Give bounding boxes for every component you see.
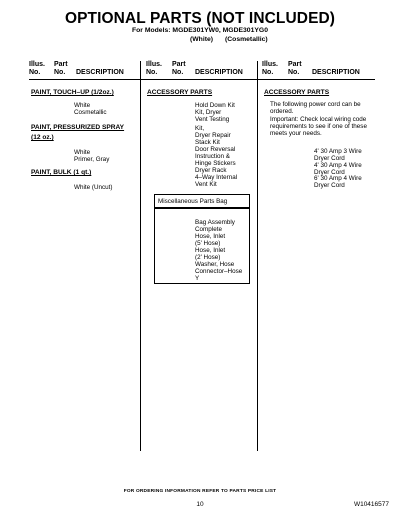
ordering-info: FOR ORDERING INFORMATION REFER TO PARTS PRICE LIST bbox=[123, 489, 277, 494]
col1-header-part: Part No. bbox=[54, 61, 68, 76]
page-title: OPTIONAL PARTS (NOT INCLUDED) bbox=[64, 10, 336, 27]
col1-header-illus: Illus. No. bbox=[29, 61, 45, 76]
misc-parts-bag-title: Miscellaneous Parts Bag bbox=[158, 198, 228, 205]
section-paint-spray: PAINT, PRESSURIZED SPRAY bbox=[31, 124, 125, 131]
header-rule bbox=[29, 79, 375, 80]
page-number: 10 bbox=[196, 501, 204, 508]
section-accessory-parts: ACCESSORY PARTS bbox=[147, 89, 213, 96]
variant-cosmetallic: (Cosmetallic) bbox=[225, 36, 268, 43]
col3-header-illus: Illus. No. bbox=[262, 61, 278, 76]
col3-header-description: DESCRIPTION bbox=[312, 69, 360, 76]
column-divider-1 bbox=[140, 61, 141, 451]
col2-header-description: DESCRIPTION bbox=[195, 69, 243, 76]
parts-page: OPTIONAL PARTS (NOT INCLUDED) For Models: MGDE301YW0, MGDE301YG0 (White) (Cosmetallic) Illus. No. Part No. DESCRIPTION Illus. No. Part No. DESCRIPTION Illus. No. Part No. DESCRIPTION PAINT, TOUCH–UP (1/2oz.) White Cosmetallic PAINT, PRESSURIZED SPRAY (12 oz.) White Primer, Gray PAINT, BULK (1 qt.) White (Uncut) ACCESSORY PARTS Hold Down Kit Kit, Dryer Vent Testing Kit, Dryer Repair Stack Kit Door Reversal Instruction & Hinge Stickers Dryer Rack 4–Way Internal Vent Kit Miscellaneous Parts Bag Bag Assembly Complete Hose, Inlet (5' Hose) Hose, Inlet (2' Hose) Washer, Hose Connector–Hose Y ACCESSORY PARTS The following power cord can be ordered. Important: Check local wiring code requirements to see if one of these meets your needs. 4' 30 Amp 3 Wire Dryer Cord 4' 30 Amp 4 Wire Dryer Cord 6' 30 Amp 4 Wire Dryer Cord FOR ORDERING INFORMATION REFER TO PARTS PRICE LIST 10 W10416577 bbox=[0, 0, 400, 518]
section-paint-bulk: PAINT, BULK (1 qt.) bbox=[31, 169, 92, 176]
section-accessory-parts-cords: ACCESSORY PARTS bbox=[264, 89, 330, 96]
variant-white: (White) bbox=[190, 36, 214, 43]
col2-header-illus: Illus. No. bbox=[146, 61, 162, 76]
col2-header-part: Part No. bbox=[172, 61, 186, 76]
section-paint-touchup: PAINT, TOUCH–UP (1/2oz.) bbox=[31, 89, 114, 96]
column-divider-2 bbox=[257, 61, 258, 451]
power-cord-note: The following power cord can be ordered. Important: Check local wiring code requirements to see if one of these meets your needs. bbox=[270, 101, 367, 138]
col3-header-part: Part No. bbox=[288, 61, 302, 76]
models-line: For Models: MGDE301YW0, MGDE301YG0 bbox=[132, 27, 268, 34]
col1-header-description: DESCRIPTION bbox=[76, 69, 124, 76]
document-number: W10416577 bbox=[353, 501, 389, 508]
section-paint-spray-size: (12 oz.) bbox=[31, 134, 54, 141]
